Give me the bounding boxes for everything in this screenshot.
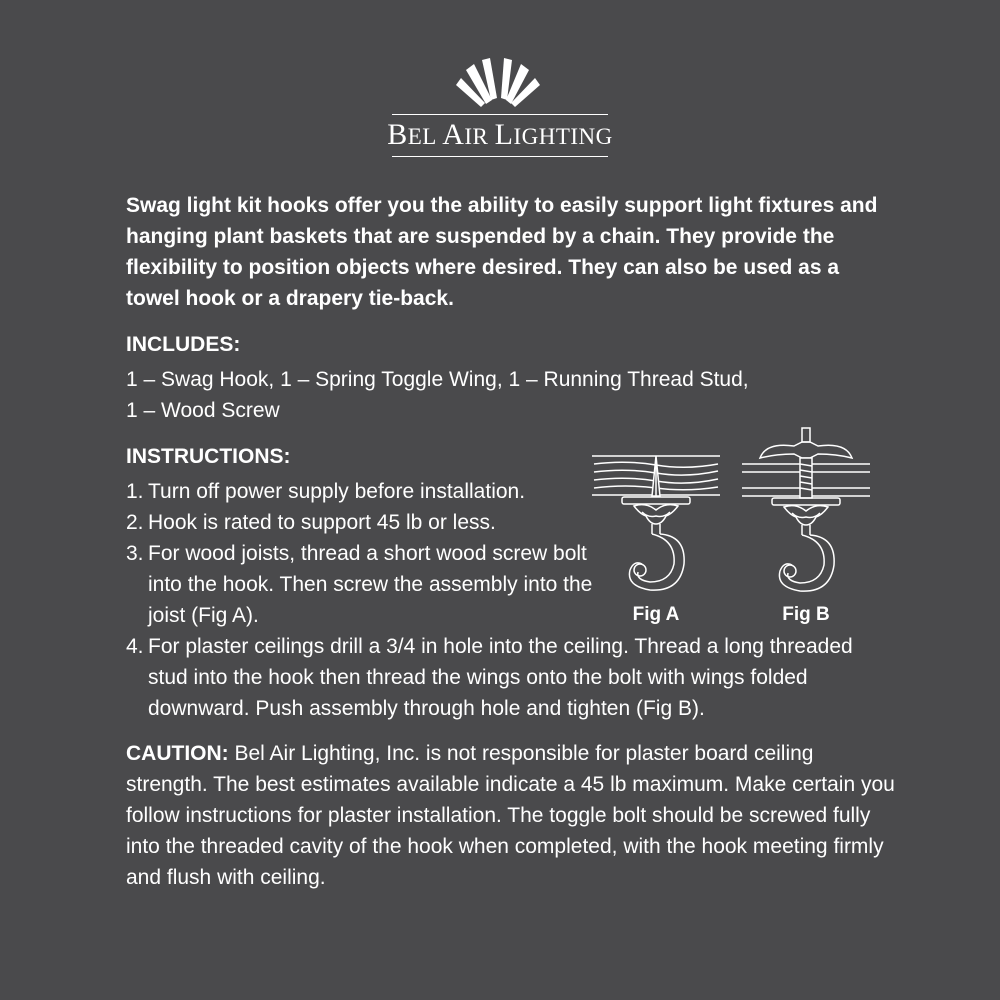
logo-rule-top: [392, 114, 608, 115]
instruction-step: 1. Turn off power supply before installation.: [126, 480, 526, 503]
fig-a-label: Fig A: [632, 604, 680, 625]
brand-logo: [380, 56, 620, 166]
fig-b-label: Fig B: [782, 604, 830, 625]
intro-paragraph: Swag light kit hooks offer you the ability to easily support light fixtures and hanging plant baskets that are suspended by a chain. They provide the flexibility to position objects where desired. They can also be used as a towel hook or a drapery tie-back.: [126, 194, 878, 310]
logo-rule-bottom: [392, 156, 608, 157]
caution-paragraph: [126, 738, 896, 893]
brand-name: BEL AIR LIGHTING: [387, 118, 613, 151]
caution-label: CAUTION:: [126, 742, 229, 765]
fig-a-hook-illustration: [586, 424, 726, 599]
includes-line-1: 1 – Swag Hook, 1 – Spring Toggle Wing, 1 – Running Thread Stud,: [126, 368, 749, 391]
includes-list: [126, 364, 896, 426]
instruction-step: 3. For wood joists, thread a short wood screw bolt into the hook. Then screw the assembly into the joist (Fig A).: [126, 542, 593, 627]
sunburst-icon: [380, 56, 620, 116]
instruction-step: 4. For plaster ceilings drill a 3/4 in hole into the ceiling. Thread a long threaded stud into the hook then thread the wings onto the bolt with wings folded downward. Push assembly through hole and tighten (Fig B).: [126, 635, 853, 720]
fig-b-hook-illustration: [736, 424, 876, 599]
includes-heading: INCLUDES:: [126, 333, 241, 356]
instructions-heading: INSTRUCTIONS:: [126, 445, 291, 468]
includes-line-2: 1 – Wood Screw: [126, 399, 280, 422]
instruction-step: 2. Hook is rated to support 45 lb or less.: [126, 511, 496, 534]
caution-text: Bel Air Lighting, Inc. is not responsible for plaster board ceiling strength. The best estimates available indicate a 45 lb maximum. Make certain you follow instructions for plaster installation. The toggle bolt should be screwed fully into the threaded cavity of the hook when completed, with the hook meeting firmly and flush with ceiling.: [126, 742, 895, 889]
figures: [586, 424, 876, 634]
